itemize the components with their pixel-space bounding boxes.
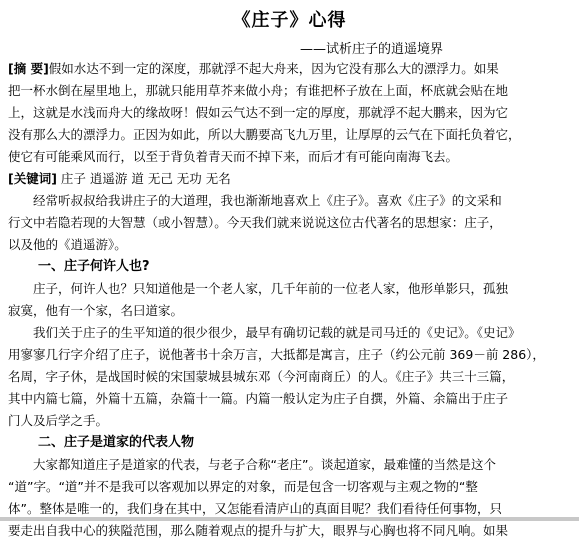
- keywords-tag: [关键词]: [8, 171, 57, 186]
- section-heading: 二、庄子是道家的代表人物: [38, 435, 195, 450]
- document-title: 《庄子》心得: [232, 10, 347, 31]
- abstract-line: [摘 要]假如水达不到一定的深度，那就浮不起大舟来，因为它没有那么大的漂浮力。如果: [8, 61, 499, 76]
- document-body: [8, 58, 574, 542]
- intro-line: 以及他的《逍遥游》。: [8, 237, 127, 252]
- keywords-text: 庄子 逍遥游 道 无己 无功 无名: [56, 171, 231, 186]
- paragraph-line: 名周，字子休，是战国时候的宋国蒙城县城东邓（今河南商丘）的人。《庄子》共三十三篇，: [8, 369, 515, 384]
- paragraph-line: 大家都知道庄子是道家的代表，与老子合称“老庄”。谈起道家，最难懂的当然是这个: [33, 457, 496, 472]
- keywords-line: [8, 168, 574, 190]
- abstract-line: 把一杯水倒在屋里地上，那就只能用草芥来做小舟；有谁把杯子放在上面，杯底就会贴在地: [8, 83, 509, 98]
- document-subtitle: ——试析庄子的逍遥境界: [300, 42, 444, 57]
- paragraph-line: 庄子，何许人也？只知道他是一个老人家，几千年前的一位老人家，他形单影只，孤独: [33, 281, 509, 296]
- abstract-line: 上，这就是水浅而舟大的缘故呀！假如云气达不到一定的厚度，那就浮不起大鹏来，因为它: [8, 105, 509, 120]
- paragraph-line: 其中内篇七篇，外篇十五篇，杂篇十一篇。内篇一般认定为庄子自撰，外篇、余篇出于庄子: [8, 391, 509, 406]
- paragraph-line: 用寥寥几行字介绍了庄子，说他著书十余万言，大抵都是寓言，庄子（约公元前 369－前 286），: [8, 347, 545, 362]
- abstract-line: 使它有可能乘风而行，以至于背负着青天而不掉下来，而后才有可能向南海飞去。: [8, 149, 459, 164]
- paragraph-line: “道”字。“道”并不是我可以客观加以界定的对象，而是包含一切客观与主观之物的“整: [8, 479, 478, 494]
- abstract-line: 没有那么大的漂浮力。正因为如此，所以大鹏要高飞九万里，让厚厚的云气在下面托负着它，: [8, 127, 521, 142]
- abstract-tag: [摘 要]: [8, 61, 49, 76]
- paragraph-line: 门人及后学之手。: [8, 413, 109, 428]
- paragraph-line: 寂寞，他有一个家，名曰道家。: [8, 303, 184, 318]
- paragraph-line: 我们关于庄子的生平知道的很少很少，最早有确切记载的就是司马迁的《史记》。《史记》: [33, 325, 521, 340]
- intro-line: 经常听叔叔给我讲庄子的大道理，我也渐渐地喜欢上《庄子》。喜欢《庄子》的文采和: [33, 193, 502, 208]
- paragraph-line: 要走出自我中心的狭隘范围，那么随着观点的提升与扩大，眼界与心胸也将不同凡响。如果: [8, 523, 509, 538]
- bottom-edge: [0, 517, 579, 521]
- paragraph-line: 体”。整体是唯一的，我们身在其中，又怎能看清庐山的真面目呢？我们看待任何事物，只: [8, 501, 502, 516]
- intro-line: 行文中若隐若现的大智慧（或小智慧）。今天我们就来说说这位古代著名的思想家：庄子，: [8, 215, 502, 230]
- section-heading: 一、庄子何许人也?: [38, 259, 150, 274]
